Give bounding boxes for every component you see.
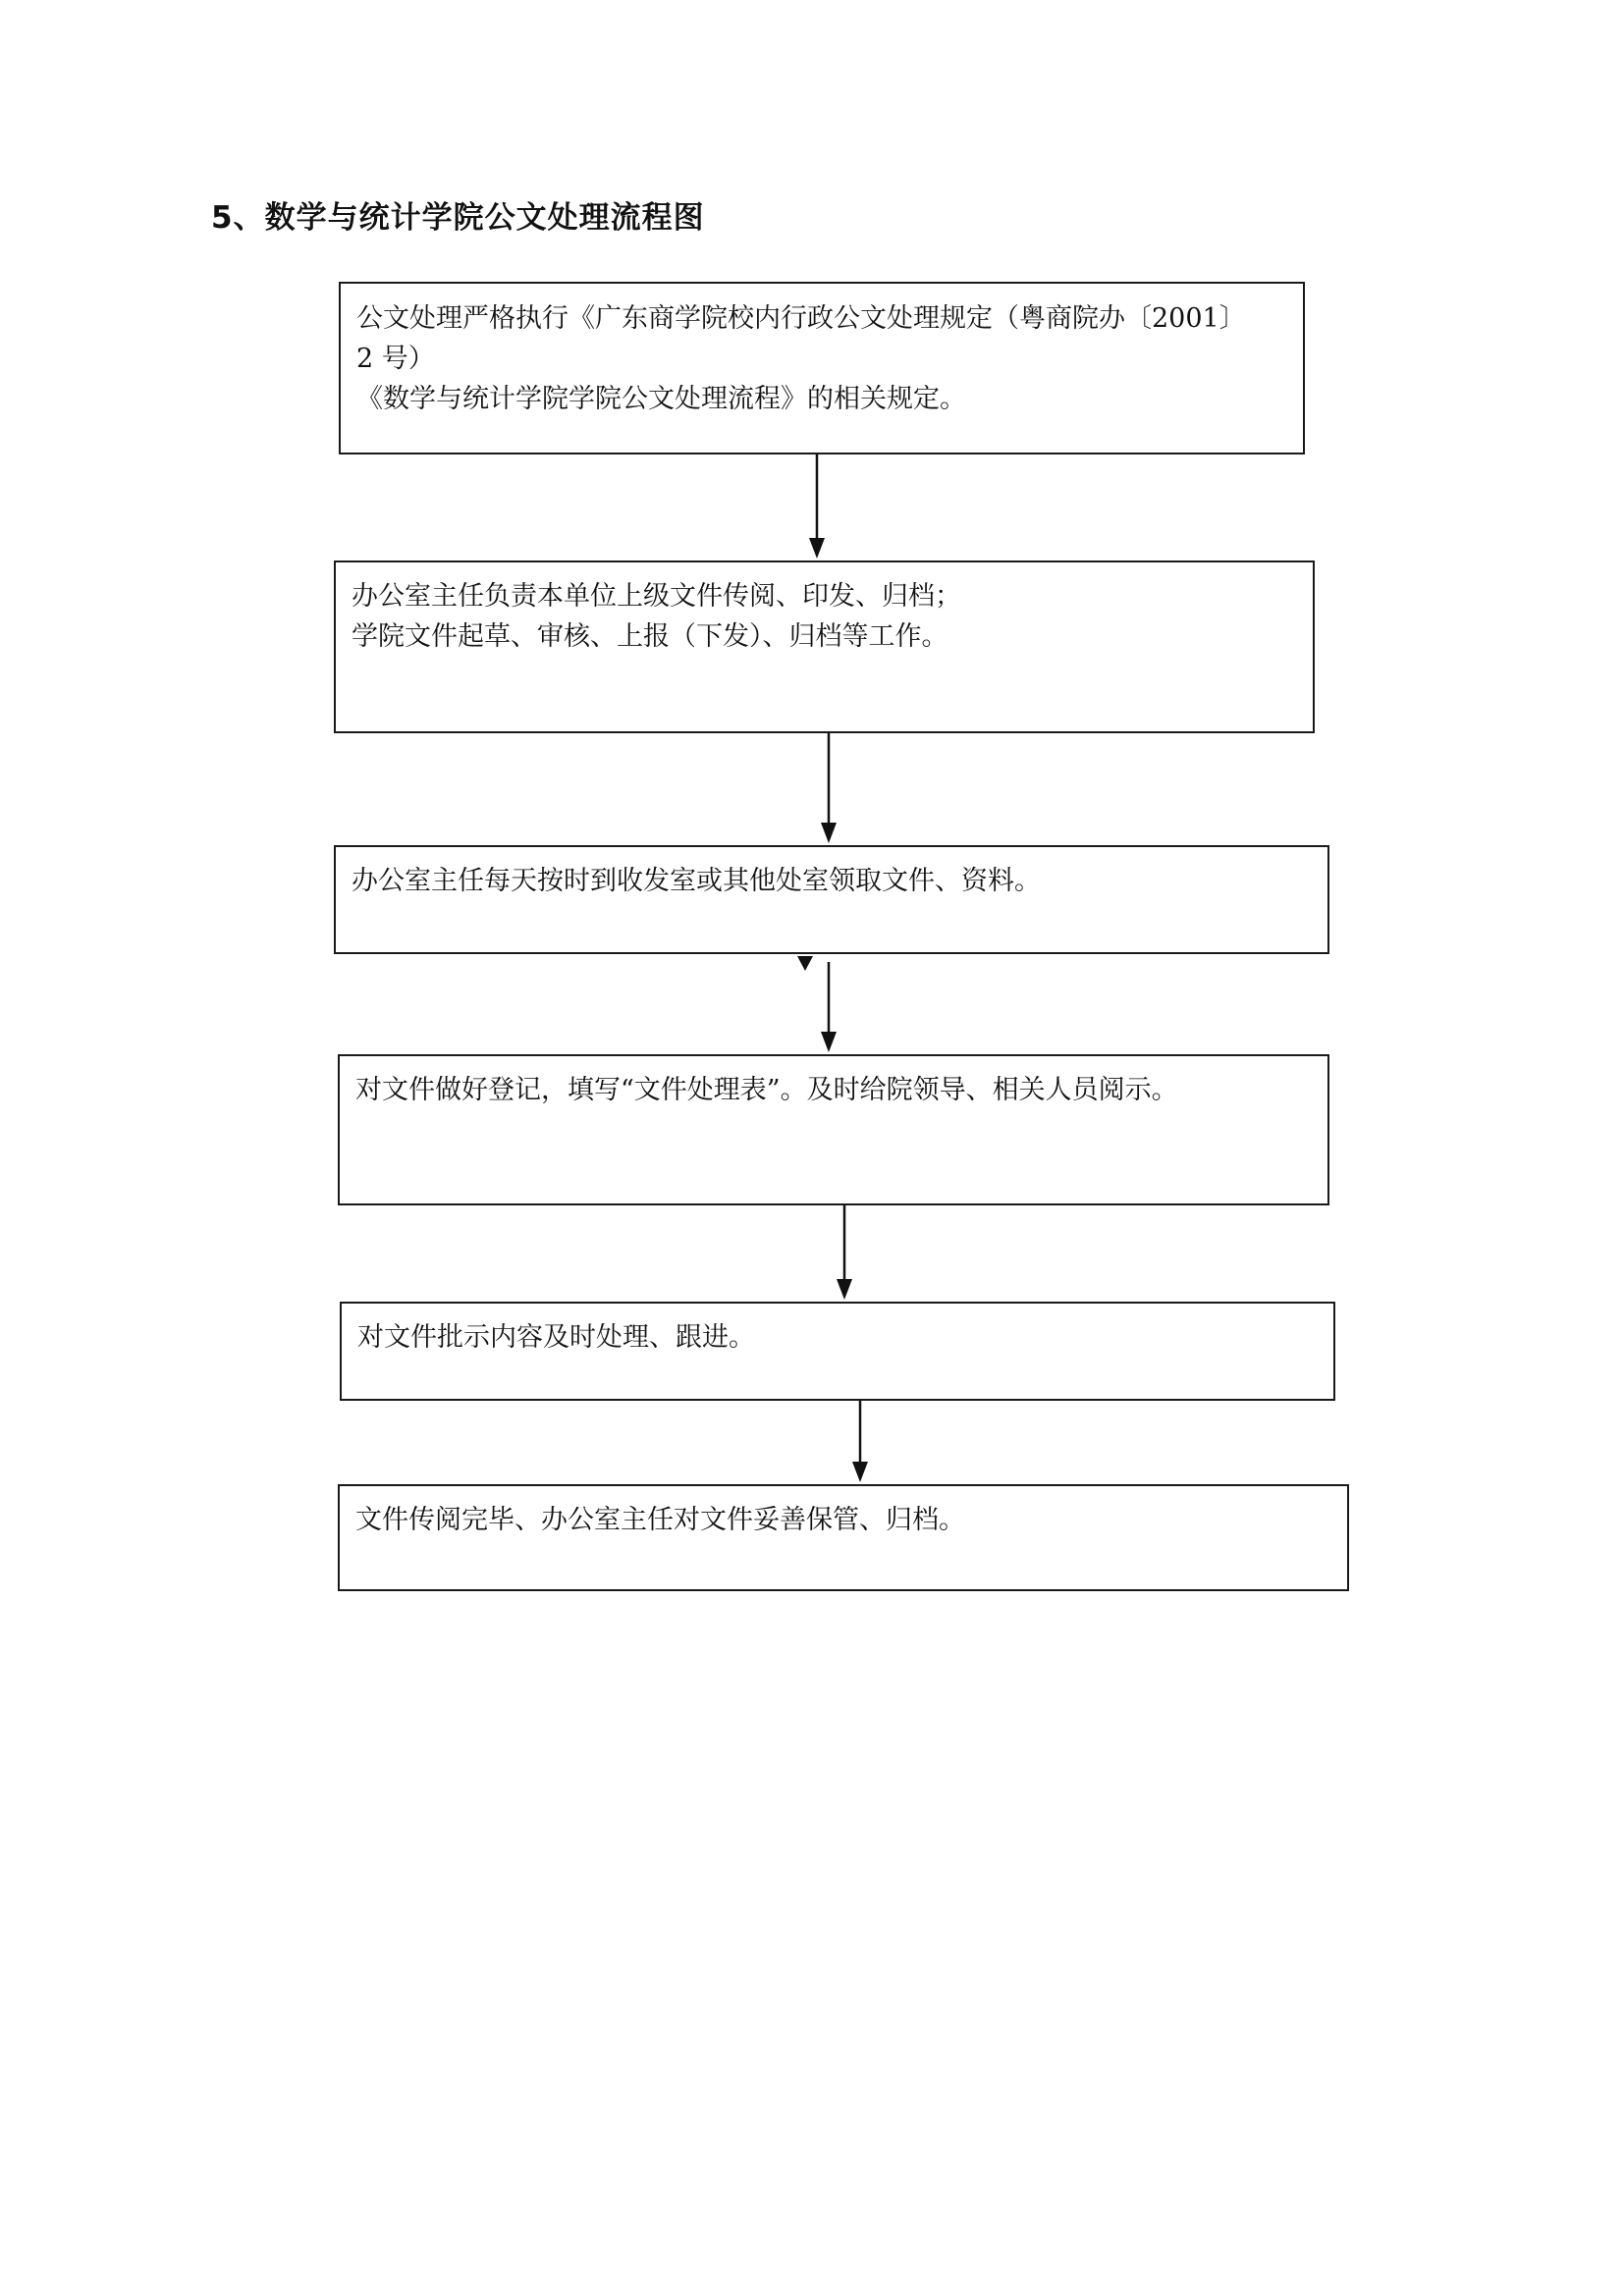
flow-step-1-line-1: 公文处理严格执行《广东商学院校内行政公文处理规定（粤商院办〔2001〕 [356,303,1246,334]
flow-arrow-5-head [852,1462,868,1482]
page-title: 5、数学与统计学院公文处理流程图 [211,200,705,236]
flow-arrow-3-head [821,1032,837,1052]
flow-step-4-line-1: 对文件做好登记，填写“文件处理表”。及时给院领导、相关人员阅示。 [355,1075,1178,1105]
flow-step-6-line-1: 文件传阅完毕、办公室主任对文件妥善保管、归档。 [355,1505,965,1535]
flow-step-1-line-3: 《数学与统计学院学院公文处理流程》的相关规定。 [356,384,966,414]
flow-step-2-line-1: 办公室主任负责本单位上级文件传阅、印发、归档； [352,581,961,612]
flow-step-3-line-1: 办公室主任每天按时到收发室或其他处室领取文件、资料。 [352,866,1041,896]
flow-arrow-2-head [821,823,837,843]
flow-arrow-1-head [809,538,825,559]
flow-marker-small-triangle [797,956,813,971]
flow-step-5-line-1: 对文件批示内容及时处理、跟进。 [357,1322,755,1353]
flow-step-2-line-2: 学院文件起草、审核、上报（下发）、归档等工作。 [352,621,948,652]
flow-step-1-line-2: 2 号） [356,344,435,374]
flow-arrow-4-head [837,1279,852,1300]
